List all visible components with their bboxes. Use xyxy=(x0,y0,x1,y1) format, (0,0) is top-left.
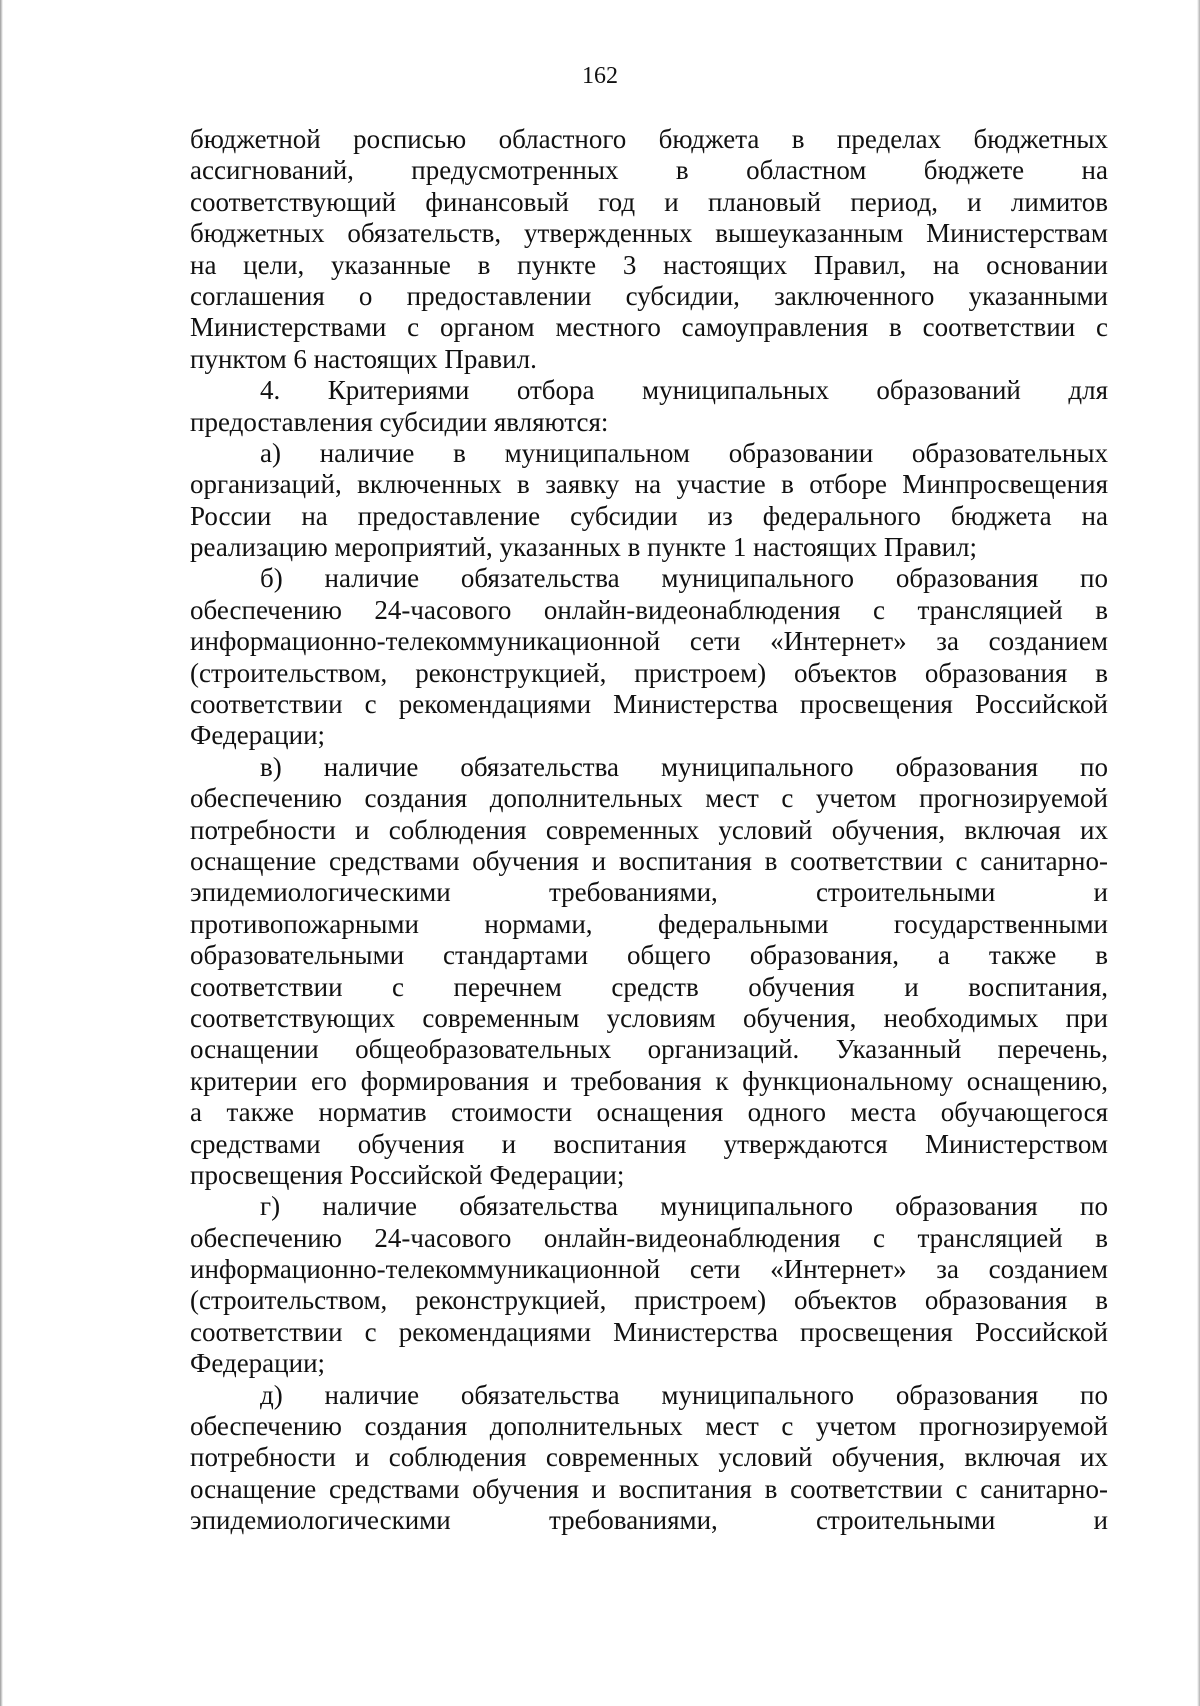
text-line: г) наличие обязательства муниципального образования по xyxy=(260,1191,1108,1222)
text-line: соответствии с перечнем средств обучения и воспитания, xyxy=(190,971,1108,1002)
text-line: б) наличие обязательства муниципального образования по xyxy=(260,563,1108,594)
text-line: оснащение средствами обучения и воспитания в соответствии с санитарно- xyxy=(190,1473,1108,1504)
text-line: Федерации; xyxy=(190,720,326,751)
text-line: соответствующий финансовый год и плановый период, и лимитов xyxy=(190,186,1108,217)
text-line: на цели, указанные в пункте 3 настоящих Правил, на основании xyxy=(190,249,1108,280)
text-line: (строительством, реконструкцией, пристроем) объектов образования в xyxy=(190,1285,1108,1316)
text-line: информационно-телекоммуникационной сети «Интернет» за созданием xyxy=(190,626,1108,657)
text-line: оснащении общеобразовательных организаций. Указанный перечень, xyxy=(190,1034,1108,1065)
text-line: соответствующих современным условиям обучения, необходимых при xyxy=(190,1002,1108,1033)
text-line: Министерствами с органом местного самоуправления в соответствии с xyxy=(190,312,1108,343)
text-line: бюджетной росписью областного бюджета в пределах бюджетных xyxy=(190,124,1108,154)
text-line: средствами обучения и воспитания утверждаются Министерством xyxy=(190,1128,1108,1159)
text-line: 4. Критериями отбора муниципальных образований для xyxy=(260,375,1108,406)
text-line: соответствии с рекомендациями Министерства просвещения Российской xyxy=(190,689,1108,720)
text-line: критерии его формирования и требования к функциональному оснащению, xyxy=(190,1065,1108,1096)
text-line: ассигнований, предусмотренных в областном бюджете на xyxy=(190,155,1108,186)
text-line: обеспечению создания дополнительных мест с учетом прогнозируемой xyxy=(190,1411,1108,1442)
text-line: просвещения Российской Федерации; xyxy=(190,1159,625,1190)
text-line: соглашения о предоставлении субсидии, заключенного указанными xyxy=(190,280,1108,311)
text-line: а также норматив стоимости оснащения одного места обучающегося xyxy=(190,1097,1108,1128)
text-line: потребности и соблюдения современных условий обучения, включая их xyxy=(190,814,1108,845)
text-line: пунктом 6 настоящих Правил. xyxy=(190,343,537,374)
text-line: потребности и соблюдения современных условий обучения, включая их xyxy=(190,1442,1108,1473)
scan-edge-left xyxy=(0,0,3,1706)
text-line: эпидемиологическими требованиями, строительными и xyxy=(190,1505,1108,1536)
text-line: реализацию мероприятий, указанных в пункте 1 настоящих Правил; xyxy=(190,532,977,563)
text-line: эпидемиологическими требованиями, строительными и xyxy=(190,877,1108,908)
text-line: обеспечению 24-часового онлайн-видеонаблюдения с трансляцией в xyxy=(190,1222,1108,1253)
text-line: соответствии с рекомендациями Министерства просвещения Российской xyxy=(190,1316,1108,1347)
text-line: (строительством, реконструкцией, пристроем) объектов образования в xyxy=(190,657,1108,688)
body-text xyxy=(190,124,1108,1537)
text-line: противопожарными нормами, федеральными государственными xyxy=(190,908,1108,939)
page-number: 162 xyxy=(582,63,618,89)
text-line: д) наличие обязательства муниципального образования по xyxy=(260,1379,1108,1410)
text-line: России на предоставление субсидии из федерального бюджета на xyxy=(190,500,1108,531)
text-line: Федерации; xyxy=(190,1348,326,1379)
text-line: информационно-телекоммуникационной сети «Интернет» за созданием xyxy=(190,1254,1108,1285)
text-line: оснащение средствами обучения и воспитания в соответствии с санитарно- xyxy=(190,845,1108,876)
text-line: обеспечению 24-часового онлайн-видеонаблюдения с трансляцией в xyxy=(190,594,1108,625)
text-line: предоставления субсидии являются: xyxy=(190,406,609,437)
text-line: обеспечению создания дополнительных мест с учетом прогнозируемой xyxy=(190,783,1108,814)
text-line: бюджетных обязательств, утвержденных вышеуказанным Министерствам xyxy=(190,218,1108,249)
text-line: в) наличие обязательства муниципального образования по xyxy=(260,751,1108,782)
text-line: а) наличие в муниципальном образовании образовательных xyxy=(260,437,1108,468)
text-line: организаций, включенных в заявку на участие в отборе Минпросвещения xyxy=(190,469,1108,500)
text-line: образовательными стандартами общего образования, а также в xyxy=(190,940,1108,971)
